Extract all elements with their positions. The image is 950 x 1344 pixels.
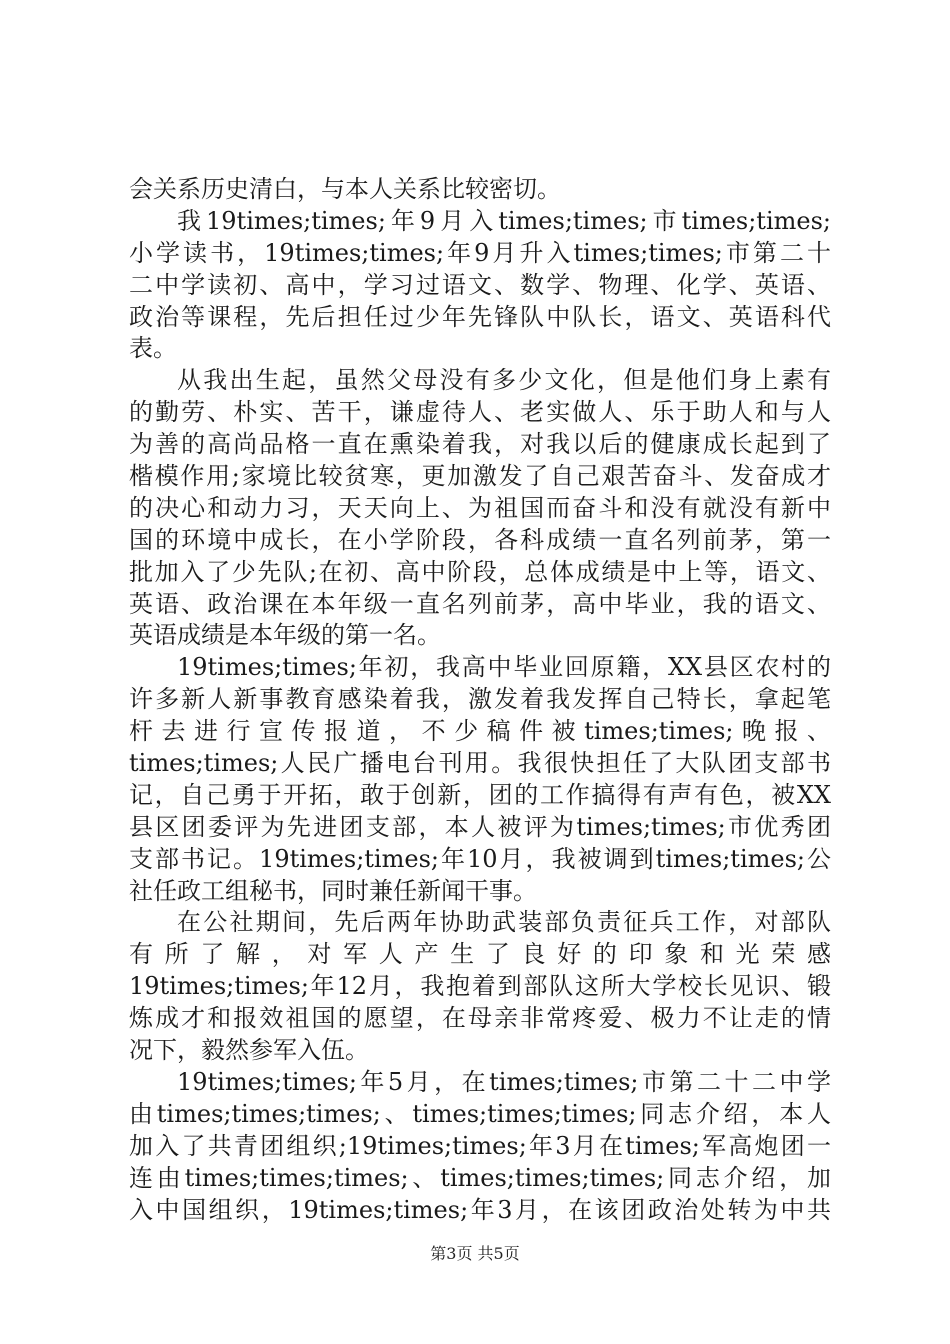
text-line: 会关系历史清白，与本人关系比较密切。 — [129, 175, 561, 203]
text-line: 为善的高尚品格一直在熏染着我，对我以后的健康成长起到了 — [129, 430, 831, 459]
text-line: 杆去进行宣传报道，不少稿件被times;times;晚报、 — [129, 717, 831, 746]
text-line: 况下，毅然参军入伍。 — [129, 1036, 369, 1065]
text-line: 二中学读初、高中，学习过语文、数学、物理、化学、英语、 — [129, 270, 831, 299]
text-line: 许多新人新事教育感染着我，激发着我发挥自己特长，拿起笔 — [129, 685, 831, 714]
text-line: 记，自己勇于开拓，敢于创新，团的工作搞得有声有色，被XX — [129, 780, 831, 809]
text-line: 支部书记。19times;times;年10月，我被调到times;times;公 — [129, 844, 831, 873]
text-line: 表。 — [129, 334, 177, 363]
text-line: 19times;times;年5月，在times;times;市第二十二中学 — [177, 1067, 831, 1096]
text-line: 英语、政治课在本年级一直名列前茅，高中毕业，我的语文、 — [129, 589, 831, 618]
text-line: 的决心和动力习，天天向上、为祖国而奋斗和没有就没有新中 — [129, 493, 831, 522]
text-line: 加入了共青团组织;19times;times;年3月在times;军高炮团一 — [129, 1131, 831, 1160]
text-line: 在公社期间，先后两年协助武装部负责征兵工作，对部队 — [177, 908, 831, 937]
text-line: 英语成绩是本年级的第一名。 — [129, 621, 441, 650]
text-line: 政治等课程，先后担任过少年先锋队中队长，语文、英语科代 — [129, 302, 831, 331]
text-line: 有所了解，对军人产生了良好的印象和光荣感 — [129, 940, 831, 969]
text-line: 从我出生起，虽然父母没有多少文化，但是他们身上素有 — [177, 366, 831, 395]
text-line: 我19times;times;年9月入times;times;市times;times; — [177, 206, 831, 235]
text-line: 炼成才和报效祖国的愿望，在母亲非常疼爱、极力不让走的情 — [129, 1004, 831, 1033]
text-line: 连由times;times;times;、times;times;times;同志介绍，加 — [129, 1163, 831, 1192]
page-footer: 第3页 共5页 — [430, 1244, 520, 1263]
text-line: 批加入了少先队;在初、高中阶段，总体成绩是中上等，语文、 — [129, 557, 831, 586]
text-line: times;times;人民广播电台刊用。我很快担任了大队团支部书 — [129, 749, 831, 778]
text-line: 国的环境中成长，在小学阶段，各科成绩一直名列前茅，第一 — [129, 525, 831, 554]
text-line: 入中国组织，19times;times;年3月，在该团政治处转为中共 — [129, 1195, 831, 1224]
text-line: 由times;times;times;、times;times;times;同志介绍，本人 — [129, 1099, 831, 1128]
text-line: 楷模作用;家境比较贫寒，更加激发了自己艰苦奋斗、发奋成才 — [129, 462, 831, 491]
text-line: 社任政工组秘书，同时兼任新闻干事。 — [129, 876, 537, 905]
text-line: 19times;times;年12月，我抱着到部队这所大学校长见识、锻 — [129, 972, 831, 1001]
text-line: 县区团委评为先进团支部，本人被评为times;times;市优秀团 — [129, 812, 831, 841]
text-line: 19times;times;年初，我高中毕业回原籍，XX县区农村的 — [177, 653, 831, 682]
text-line: 小学读书，19times;times;年9月升入times;times;市第二十 — [129, 238, 831, 267]
document-body — [129, 174, 831, 1226]
text-line: 的勤劳、朴实、苦干，谦虚待人、老实做人、乐于助人和与人 — [129, 398, 831, 427]
